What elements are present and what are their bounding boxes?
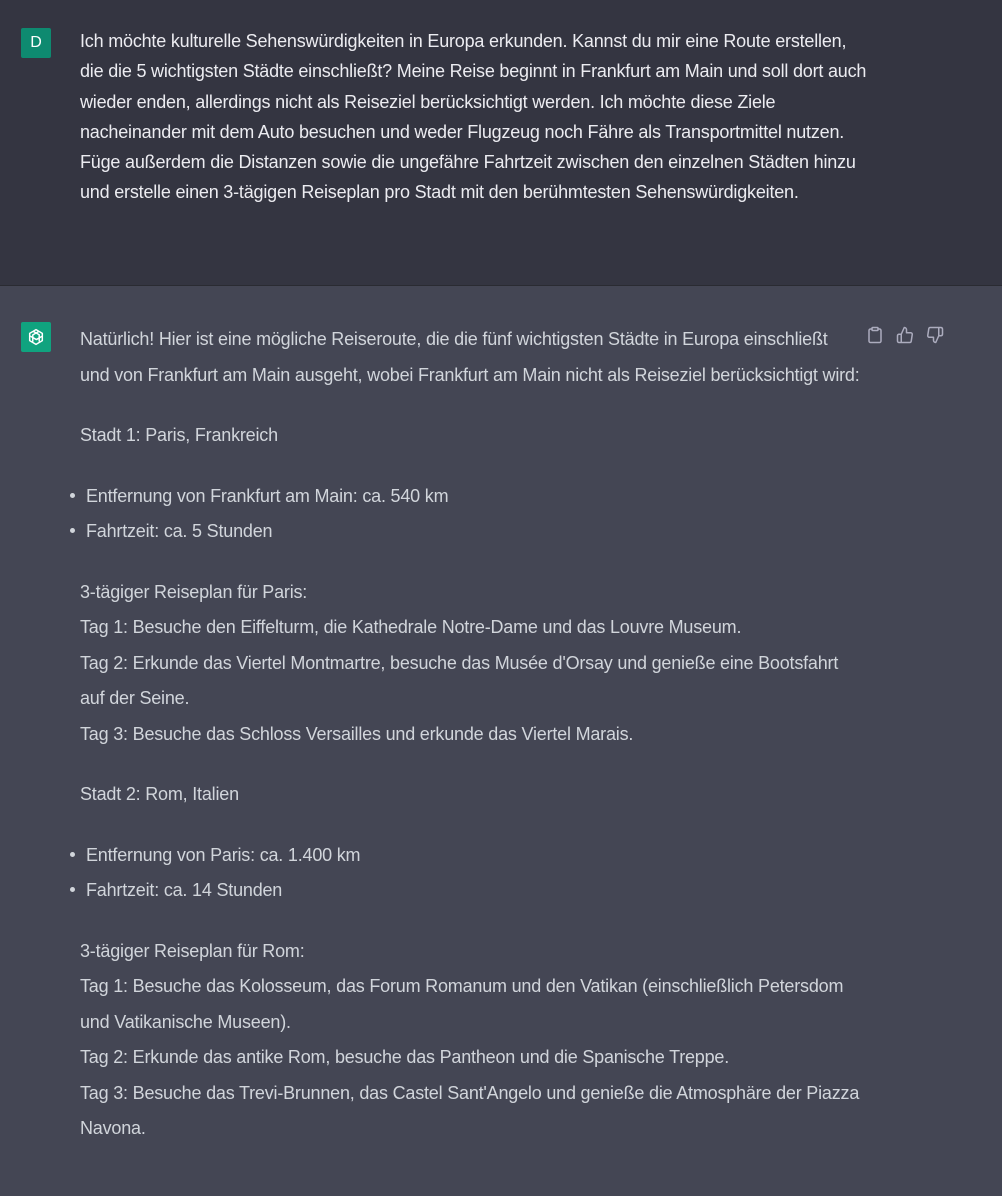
user-avatar-letter: D xyxy=(30,34,42,51)
list-item: Fahrtzeit: ca. 14 Stunden xyxy=(80,873,860,909)
list-item: Entfernung von Paris: ca. 1.400 km xyxy=(80,838,860,874)
thumbs-up-button[interactable] xyxy=(894,324,916,346)
openai-logo-icon xyxy=(25,326,47,348)
copy-button[interactable] xyxy=(864,324,886,346)
plan-day: Tag 3: Besuche das Schloss Versailles und erkunde das Viertel Marais. xyxy=(80,723,634,744)
city-facts-list xyxy=(80,838,860,909)
thumbs-up-icon xyxy=(896,326,914,344)
plan-day: Tag 2: Erkunde das Viertel Montmartre, besuche das Musée d'Orsay und genieße eine Bootsfahrt auf der Seine. xyxy=(80,652,839,708)
message-actions xyxy=(864,324,946,346)
assistant-message-block xyxy=(0,286,1002,1196)
plan-title: 3-tägiger Reiseplan für Paris: xyxy=(80,581,308,602)
clipboard-icon xyxy=(866,326,884,344)
plan-day: Tag 3: Besuche das Trevi-Brunnen, das Castel Sant'Angelo und genieße die Atmosphäre der Piazza Navona. xyxy=(80,1082,860,1138)
plan-day: Tag 1: Besuche den Eiffelturm, die Kathedrale Notre-Dame und das Louvre Museum. xyxy=(80,617,742,637)
city-facts-list xyxy=(80,479,860,550)
user-avatar xyxy=(21,28,51,58)
user-message-text: Ich möchte kulturelle Sehenswürdigkeiten in Europa erkunden. Kannst du mir eine Route erstellen, die die 5 wichtigsten Städte einschließt? Meine Reise beginnt in Frankfurt am Main und soll dort auch wieder enden, allerdings nicht als Reiseziel berücksichtigt werden. Ich möchte diese Ziele nacheinander mit dem Auto besuchen und weder Flugzeug noch Fähre als Transportmittel nutzen. Füge außerdem die Distanzen sowie die ungefähre Fahrtzeit zwischen den einzelnen Städten hinzu und erstelle einen 3-tägigen Reiseplan pro Stadt mit den berühmtesten Sehenswürdigkeiten. xyxy=(80,31,867,203)
assistant-intro: Natürlich! Hier ist eine mögliche Reiseroute, die die fünf wichtigsten Städte in Europa einschließt und von Frankfurt am Main ausgeht, wobei Frankfurt am Main nicht als Reiseziel berücksichtigt wird: xyxy=(80,329,860,385)
plan-day: Tag 1: Besuche das Kolosseum, das Forum Romanum und den Vatikan (einschließlich Petersdom und Vatikanische Museen). xyxy=(80,976,844,1032)
list-item: Fahrtzeit: ca. 5 Stunden xyxy=(80,514,860,550)
city-heading: Stadt 2: Rom, Italien xyxy=(80,784,239,804)
user-message-block xyxy=(0,0,1002,286)
assistant-avatar xyxy=(21,322,51,352)
plan-day: Tag 2: Erkunde das antike Rom, besuche das Pantheon und die Spanische Treppe. xyxy=(80,1047,730,1067)
thumbs-down-icon xyxy=(926,326,944,344)
city-heading: Stadt 1: Paris, Frankreich xyxy=(80,425,278,445)
thumbs-down-button[interactable] xyxy=(924,324,946,346)
plan-title: 3-tägiger Reiseplan für Rom: xyxy=(80,940,305,961)
assistant-message-content xyxy=(80,322,860,1147)
list-item: Entfernung von Frankfurt am Main: ca. 540 km xyxy=(80,479,860,515)
